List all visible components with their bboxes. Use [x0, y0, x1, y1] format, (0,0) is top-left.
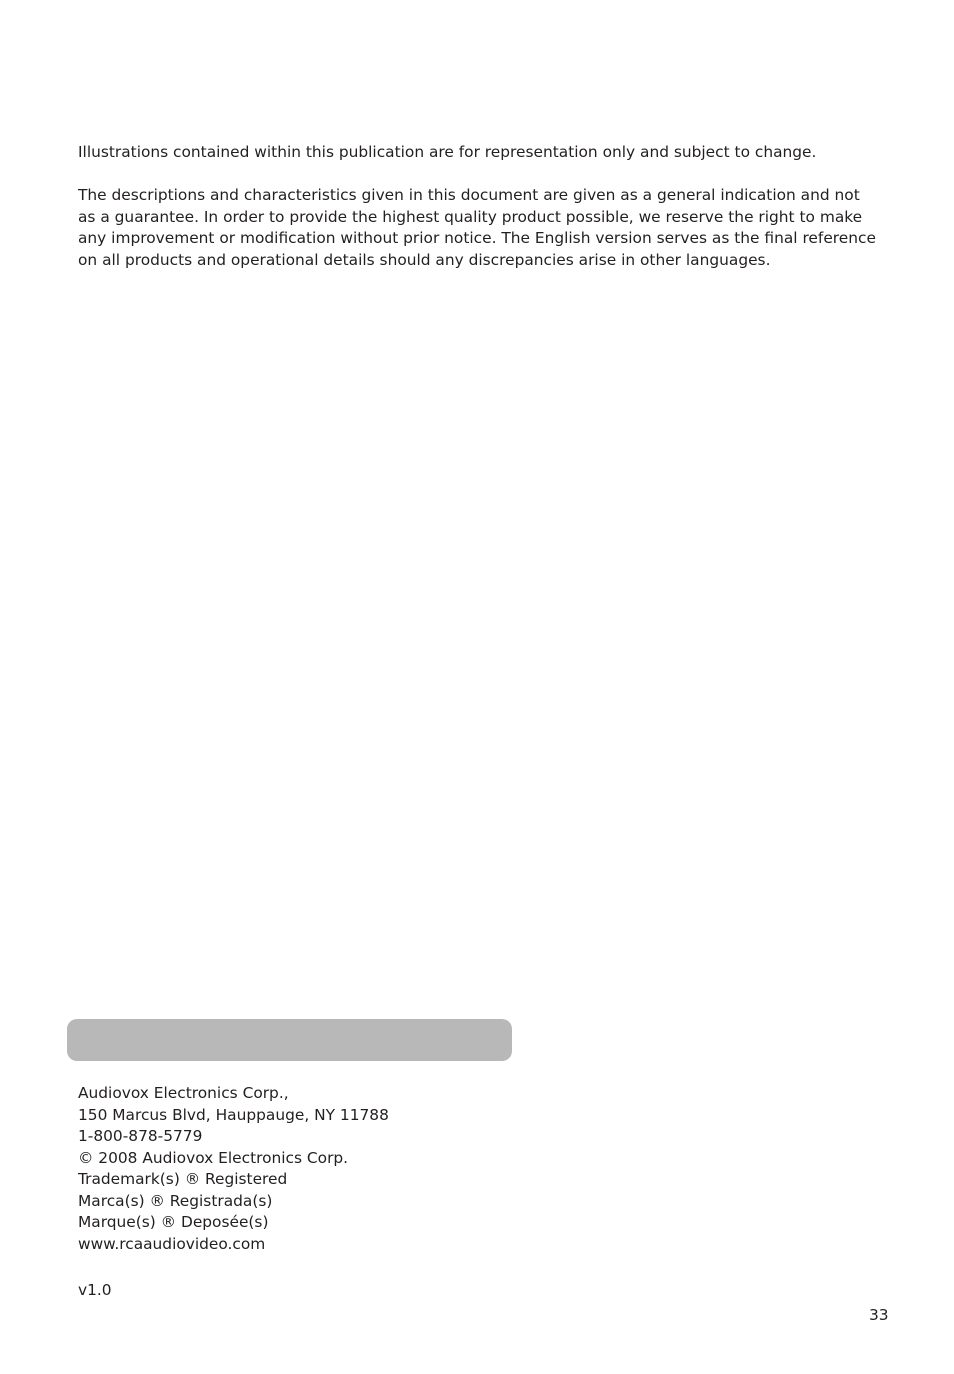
- section-header-bar: [67, 1019, 512, 1061]
- trademark-french: Marque(s) ® Deposée(s): [78, 1213, 269, 1231]
- company-phone: 1-800-878-5779: [78, 1127, 203, 1145]
- page-number: 33: [869, 1306, 889, 1324]
- company-website: www.rcaaudiovideo.com: [78, 1234, 266, 1253]
- company-address-block: [78, 1083, 389, 1255]
- copyright-notice: © 2008 Audiovox Electronics Corp.: [78, 1148, 349, 1167]
- trademark-spanish: Marca(s) ® Registrada(s): [78, 1191, 273, 1210]
- company-street-address: 150 Marcus Blvd, Hauppauge, NY 11788: [78, 1105, 389, 1124]
- illustrations-disclaimer: Illustrations contained within this publication are for representation only and subject to change.: [78, 143, 817, 161]
- descriptions-disclaimer: The descriptions and characteristics given in this document are given as a general indication and not as a guarantee. In order to provide the highest quality product possible, we reserve the right to make any improvement or modification without prior notice. The English version serves as the final reference on all products and operational details should any discrepancies arise in other languages.: [78, 186, 876, 269]
- document-version: v1.0: [78, 1281, 112, 1299]
- company-name: Audiovox Electronics Corp.,: [78, 1084, 289, 1102]
- trademark-english: Trademark(s) ® Registered: [78, 1170, 288, 1188]
